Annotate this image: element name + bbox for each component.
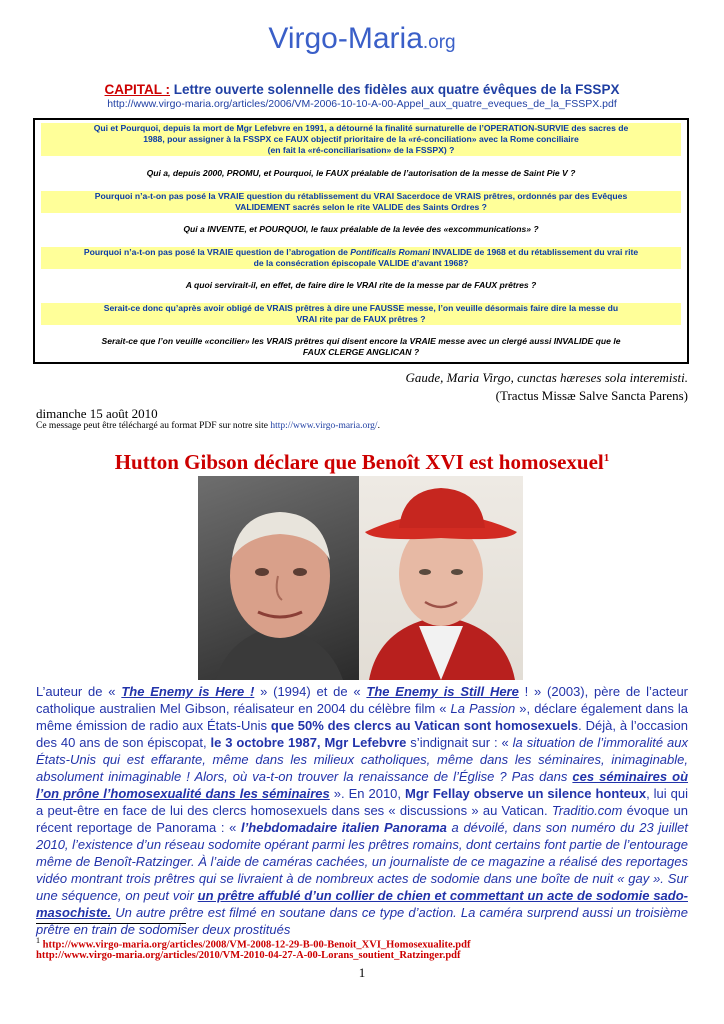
article-emphasis: que 50% des clercs au Vatican sont homosexuels [270,718,579,733]
lefebvre-quote-emphasis: ces séminaires où l’on prône l’homosexualité dans les séminaires [36,769,689,801]
footnote-separator [36,923,186,924]
capital-keyword: CAPITAL : [104,82,171,97]
question-1-line-2: 1988, pour assigner à la FSSPX ce FAUX objectif prioritaire de la «ré-conciliation» avec la Rome conciliaire [143,134,579,144]
question-4-line-1: Qui a INVENTE, et POURQUOI, le faux préalable de la levée des «excommunications» ? [183,224,539,234]
question-5-line-1: Pourquoi n’a-t-on pas posé la VRAIE question de l’abrogation de Pontificalis Romani INVALIDE de 1968 et du rétablissement du vrai rite [83,247,639,257]
panorama-quote: Un autre prêtre est filmé en soutane dans ce type d’action. La caméra surprend aussi un troisième prêtre en train de sodomiser deux prostitués [36,905,688,937]
article-text: L’auteur de « [36,684,122,699]
site-title-main: Virgo-Maria [268,22,423,55]
article-text: » (1994) et de « [254,684,367,699]
article-text: évoque un récent reportage de Panorama : « [36,803,688,835]
question-3 [41,191,681,213]
question-5 [41,247,681,269]
question-6-line-1: A quoi servirait-il, en effet, de faire dire le VRAI rite de la messe par de FAUX prêtres ? [185,280,537,290]
pontificalis-romani: Pontificalis Romani [350,247,431,257]
book-title-enemy-still-here: The Enemy is Still Here [366,684,519,699]
page-number: 1 [358,965,366,980]
question-7 [41,303,681,325]
site-title [0,22,724,60]
pdf-note-end: . [377,421,380,431]
question-2 [41,168,681,179]
source-name: Traditio.com [551,803,623,818]
portrait-photo-left [198,476,359,680]
question-3-line-1: Pourquoi n’a-t-on pas posé la VRAIE question du rétablissement du VRAI Sacerdoce de VRAIS prêtres, ordonnés par des Evêques [94,191,628,201]
article-body [36,683,688,938]
question-2-line-1: Qui a, depuis 2000, PROMU, et Pourquoi, le FAUX préalable de l’autorisation de la messe de Saint Pie V ? [146,168,576,178]
pdf-note-text: Ce message peut être téléchargé au format PDF sur notre site [36,421,271,431]
article-headline [0,450,724,475]
panorama-quote-emphasis: un prêtre affublé d’un collier de chien et commettant un acte de sodomie sado-masochiste. [36,888,688,920]
date-line: dimanche 15 août 2010 [36,406,158,421]
portrait-right-drawing [359,476,523,680]
questions-box [33,118,689,364]
headline-text: Hutton Gibson déclare que Benoît XVI est homosexuel [114,450,604,474]
footnote-1 [36,936,470,951]
latin-motto: Gaude, Maria Virgo, cunctas hæreses sola interemisti. [405,370,688,385]
headline-footnote-marker[interactable]: 1 [603,452,610,464]
capital-heading [0,82,724,97]
article-text: s’indignait sur : « [406,735,513,750]
footnote-marker: 1 [36,936,40,945]
tractus-reference: (Tractus Missæ Salve Sancta Parens) [495,388,688,403]
capital-title: Lettre ouverte solennelle des fidèles aux quatre évêques de la FSSPX [170,82,620,97]
capital-url-link[interactable]: http://www.virgo-maria.org/articles/2006/VM-2006-10-10-A-00-Appel_aux_quatre_eveques_de_la_FSSPX.pdf [107,98,617,110]
question-6 [41,280,681,291]
article-emphasis: l’hebdomadaire italien Panorama [241,820,447,835]
article-text: . Déjà, à l’occasion des 40 ans de son épiscopat, [36,718,688,750]
book-title-enemy-here: The Enemy is Here ! [121,684,255,699]
question-7-line-2: VRAI rite par de FAUX prêtres ? [296,314,426,324]
pdf-note-link[interactable]: http://www.virgo-maria.org/ [270,421,378,431]
question-8-line-2: FAUX CLERGE ANGLICAN ? [302,347,420,357]
question-7-line-1: Serait-ce donc qu’après avoir obligé de VRAIS prêtres à dire une FAUSSE messe, l’on veuille désormais faire dire la messe du [103,303,619,313]
question-1-line-3: (en fait la «ré-conciliarisation» de la FSSPX) ? [267,145,455,155]
footnote-link-1[interactable]: http://www.virgo-maria.org/articles/2008/VM-2008-12-29-B-00-Benoit_XVI_Homosexualite.pdf [42,939,471,951]
question-8 [41,336,681,358]
article-emphasis: Mgr Fellay observe un silence honteux [405,786,647,801]
article-text: », déclare également dans la même émission de radio aux États-Unis [36,701,688,733]
site-title-suffix: .org [422,32,456,53]
film-title: La Passion [450,701,516,716]
question-4 [41,224,681,235]
footnote-link-2[interactable]: http://www.virgo-maria.org/articles/2010/VM-2010-04-27-A-00-Lorans_soutient_Ratzinger.pdf [36,950,461,961]
portrait-left-drawing [198,476,359,680]
article-emphasis: le 3 octobre 1987, Mgr Lefebvre [210,735,407,750]
panorama-quote: a dévoilé, dans son numéro du 23 juillet 2010, l’existence d’un réseau sodomite opérant parmi les prêtres romains, dont certains font partie de l’entourage même de Benoît-Ratzinger. À l’aide de caméras cachées, un journaliste de ce magazine a réalisé des reportages vidéo montrant trois prêtres qui se livraient à de nombreux actes de sodomie dans une boîte de nuit « gay ». Sur une séquence, on peut voir [36,820,689,903]
article-text: ». En 2010, [329,786,406,801]
question-8-line-1: Serait-ce que l’on veuille «concilier» les VRAIS prêtres qui disent encore la VRAIE messe avec un clergé aussi INVALIDE que le [101,336,621,346]
question-5-line-2: de la consécration épiscopale VALIDE d’avant 1968? [253,258,469,268]
pdf-note [36,421,380,431]
article-text: , lui qui a peut-être en face de lui des clercs homosexuels dans ses « discussions » au Vatican. [36,786,689,818]
question-1 [41,123,681,156]
question-3-line-2: VALIDEMENT sacrés selon le rite VALIDE des Saints Ordres ? [235,202,487,212]
portrait-photo-right [359,476,523,680]
question-1-line-1: Qui et Pourquoi, depuis la mort de Mgr Lefebvre en 1991, a détourné la finalité surnaturelle de l’OPERATION-SURVIE des sacres de [93,123,629,133]
article-text: ! » (2003), père de l’acteur catholique australien Mel Gibson, réalisateur en 2004 du célèbre film « [36,684,689,716]
lefebvre-quote: la situation de l’immoralité aux États-Unis qui est effarante, même dans les milieux catholiques, même dans les séminaires, inimaginable, absolument inimaginable ! Alors, où va-t-on trouver la renaissance de l’Église ? Pas dans [36,735,689,784]
